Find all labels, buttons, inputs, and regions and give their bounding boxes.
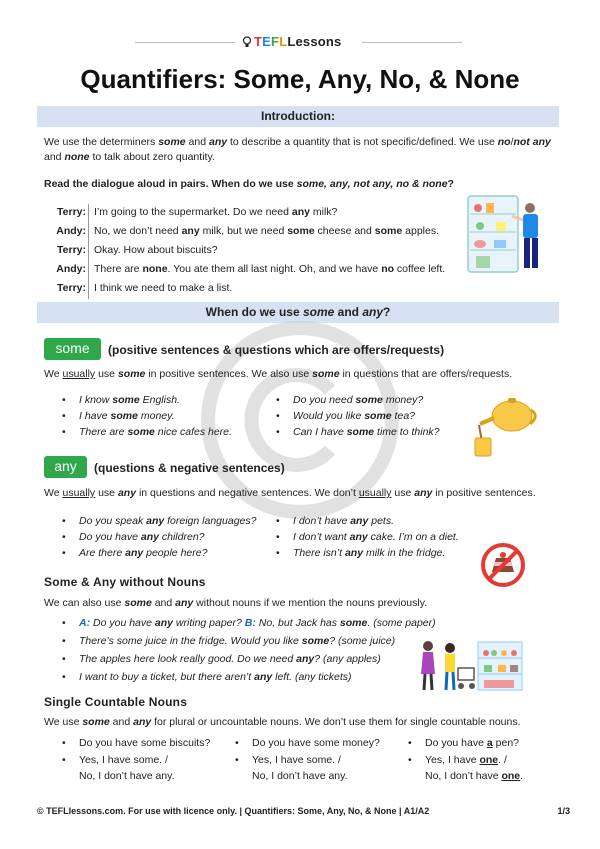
- header-logo-area: [0, 32, 600, 52]
- countable-rule: We use some and any for plural or uncountable nouns. We don’t use them for single countable nouns.: [44, 716, 521, 728]
- list-item: • I know some English.: [79, 394, 180, 406]
- list-item: • Are there any people here?: [79, 547, 207, 559]
- dialogue-task: Read the dialogue aloud in pairs. When do we use some, any, not any, no & none?: [44, 178, 454, 190]
- lightbulb-icon: [242, 36, 252, 48]
- list-item: • I have some money.: [79, 410, 175, 422]
- list-item: • I don’t have any pets.: [293, 515, 394, 527]
- dialogue-line: Terry: I think we need to make a list.: [44, 282, 454, 301]
- teapot-illustration: [470, 394, 540, 460]
- footer-copyright: © TEFLlessons.com. For use with licence only. | Quantifiers: Some, Any, No, & None | A1/A2: [37, 806, 430, 816]
- list-item: • The apples here look really good. Do we need any? (any apples): [79, 653, 381, 665]
- page-title: Quantifiers: Some, Any, No, & None: [80, 64, 520, 94]
- list-item: • Would you like some tea?: [293, 410, 415, 422]
- list-item: • There’s some juice in the fridge. Would you like some? (some juice): [79, 635, 395, 647]
- dialogue-line: Terry: Okay. How about biscuits?: [44, 244, 454, 263]
- list-item: • Do you have a pen?: [425, 737, 519, 749]
- any-rule: We usually use any in questions and negative sentences. We don’t usually use any in positive sentences.: [44, 487, 536, 499]
- list-item: • Can I have some time to think?: [293, 426, 440, 438]
- page-number: 1/3: [557, 806, 570, 816]
- intro-band: Introduction:: [37, 106, 559, 127]
- tefl-logo: TEFLLessons: [242, 34, 342, 49]
- list-item: • Do you have any children?: [79, 531, 205, 543]
- list-item: • Do you need some money?: [293, 394, 423, 406]
- list-item-continued: No, I don’t have any.: [79, 770, 175, 782]
- countable-heading: Single Countable Nouns: [44, 695, 188, 709]
- logo-divider-right: [362, 42, 462, 43]
- dialogue-line: Andy: There are none. You ate them all last night. Oh, and we have no coffee left.: [44, 263, 454, 282]
- list-item: • I don’t want any cake. I’m on a diet.: [293, 531, 459, 543]
- list-item: • A: Do you have any writing paper? B: No, but Jack has some. (some paper): [79, 617, 436, 629]
- when-band: When do we use some and any?: [37, 302, 559, 323]
- logo-divider-left: [135, 42, 235, 43]
- list-item: • There are some nice cafes here.: [79, 426, 232, 438]
- list-item: • Do you have some money?: [252, 737, 380, 749]
- list-item: • Yes, I have some. /: [79, 754, 168, 766]
- list-item: • Do you speak any foreign languages?: [79, 515, 256, 527]
- shopping-illustration: [416, 636, 526, 694]
- some-rule: We usually use some in positive sentences. We also use some in questions that are offers/requests.: [44, 368, 513, 380]
- list-item: • Yes, I have one. /: [425, 754, 507, 766]
- list-item-continued: No, I don’t have any.: [252, 770, 348, 782]
- list-item: • I want to buy a ticket, but there aren’t any left. (any tickets): [79, 671, 352, 683]
- dialogue-line: Andy: No, we don’t need any milk, but we need some cheese and some apples.: [44, 225, 454, 244]
- list-item: • There isn’t any milk in the fridge.: [293, 547, 445, 559]
- without-nouns-heading: Some & Any without Nouns: [44, 575, 206, 589]
- any-pill: any: [44, 456, 87, 478]
- fridge-illustration: [466, 194, 548, 276]
- intro-paragraph: We use the determiners some and any to describe a quantity that is not specific/defined. We use no/not any and none to talk about zero quantity.: [44, 136, 551, 163]
- no-cake-icon: [480, 542, 526, 588]
- list-item: • Do you have some biscuits?: [79, 737, 210, 749]
- dialogue-line: Terry: I’m going to the supermarket. Do we need any milk?: [44, 206, 454, 225]
- list-item: • Yes, I have some. /: [252, 754, 341, 766]
- some-description: (positive sentences & questions which are offers/requests): [108, 343, 445, 357]
- without-nouns-rule: We can also use some and any without nouns if we mention the nouns previously.: [44, 597, 428, 609]
- list-item-continued: No, I don’t have one.: [425, 770, 524, 782]
- any-description: (questions & negative sentences): [94, 461, 285, 475]
- some-pill: some: [44, 338, 101, 360]
